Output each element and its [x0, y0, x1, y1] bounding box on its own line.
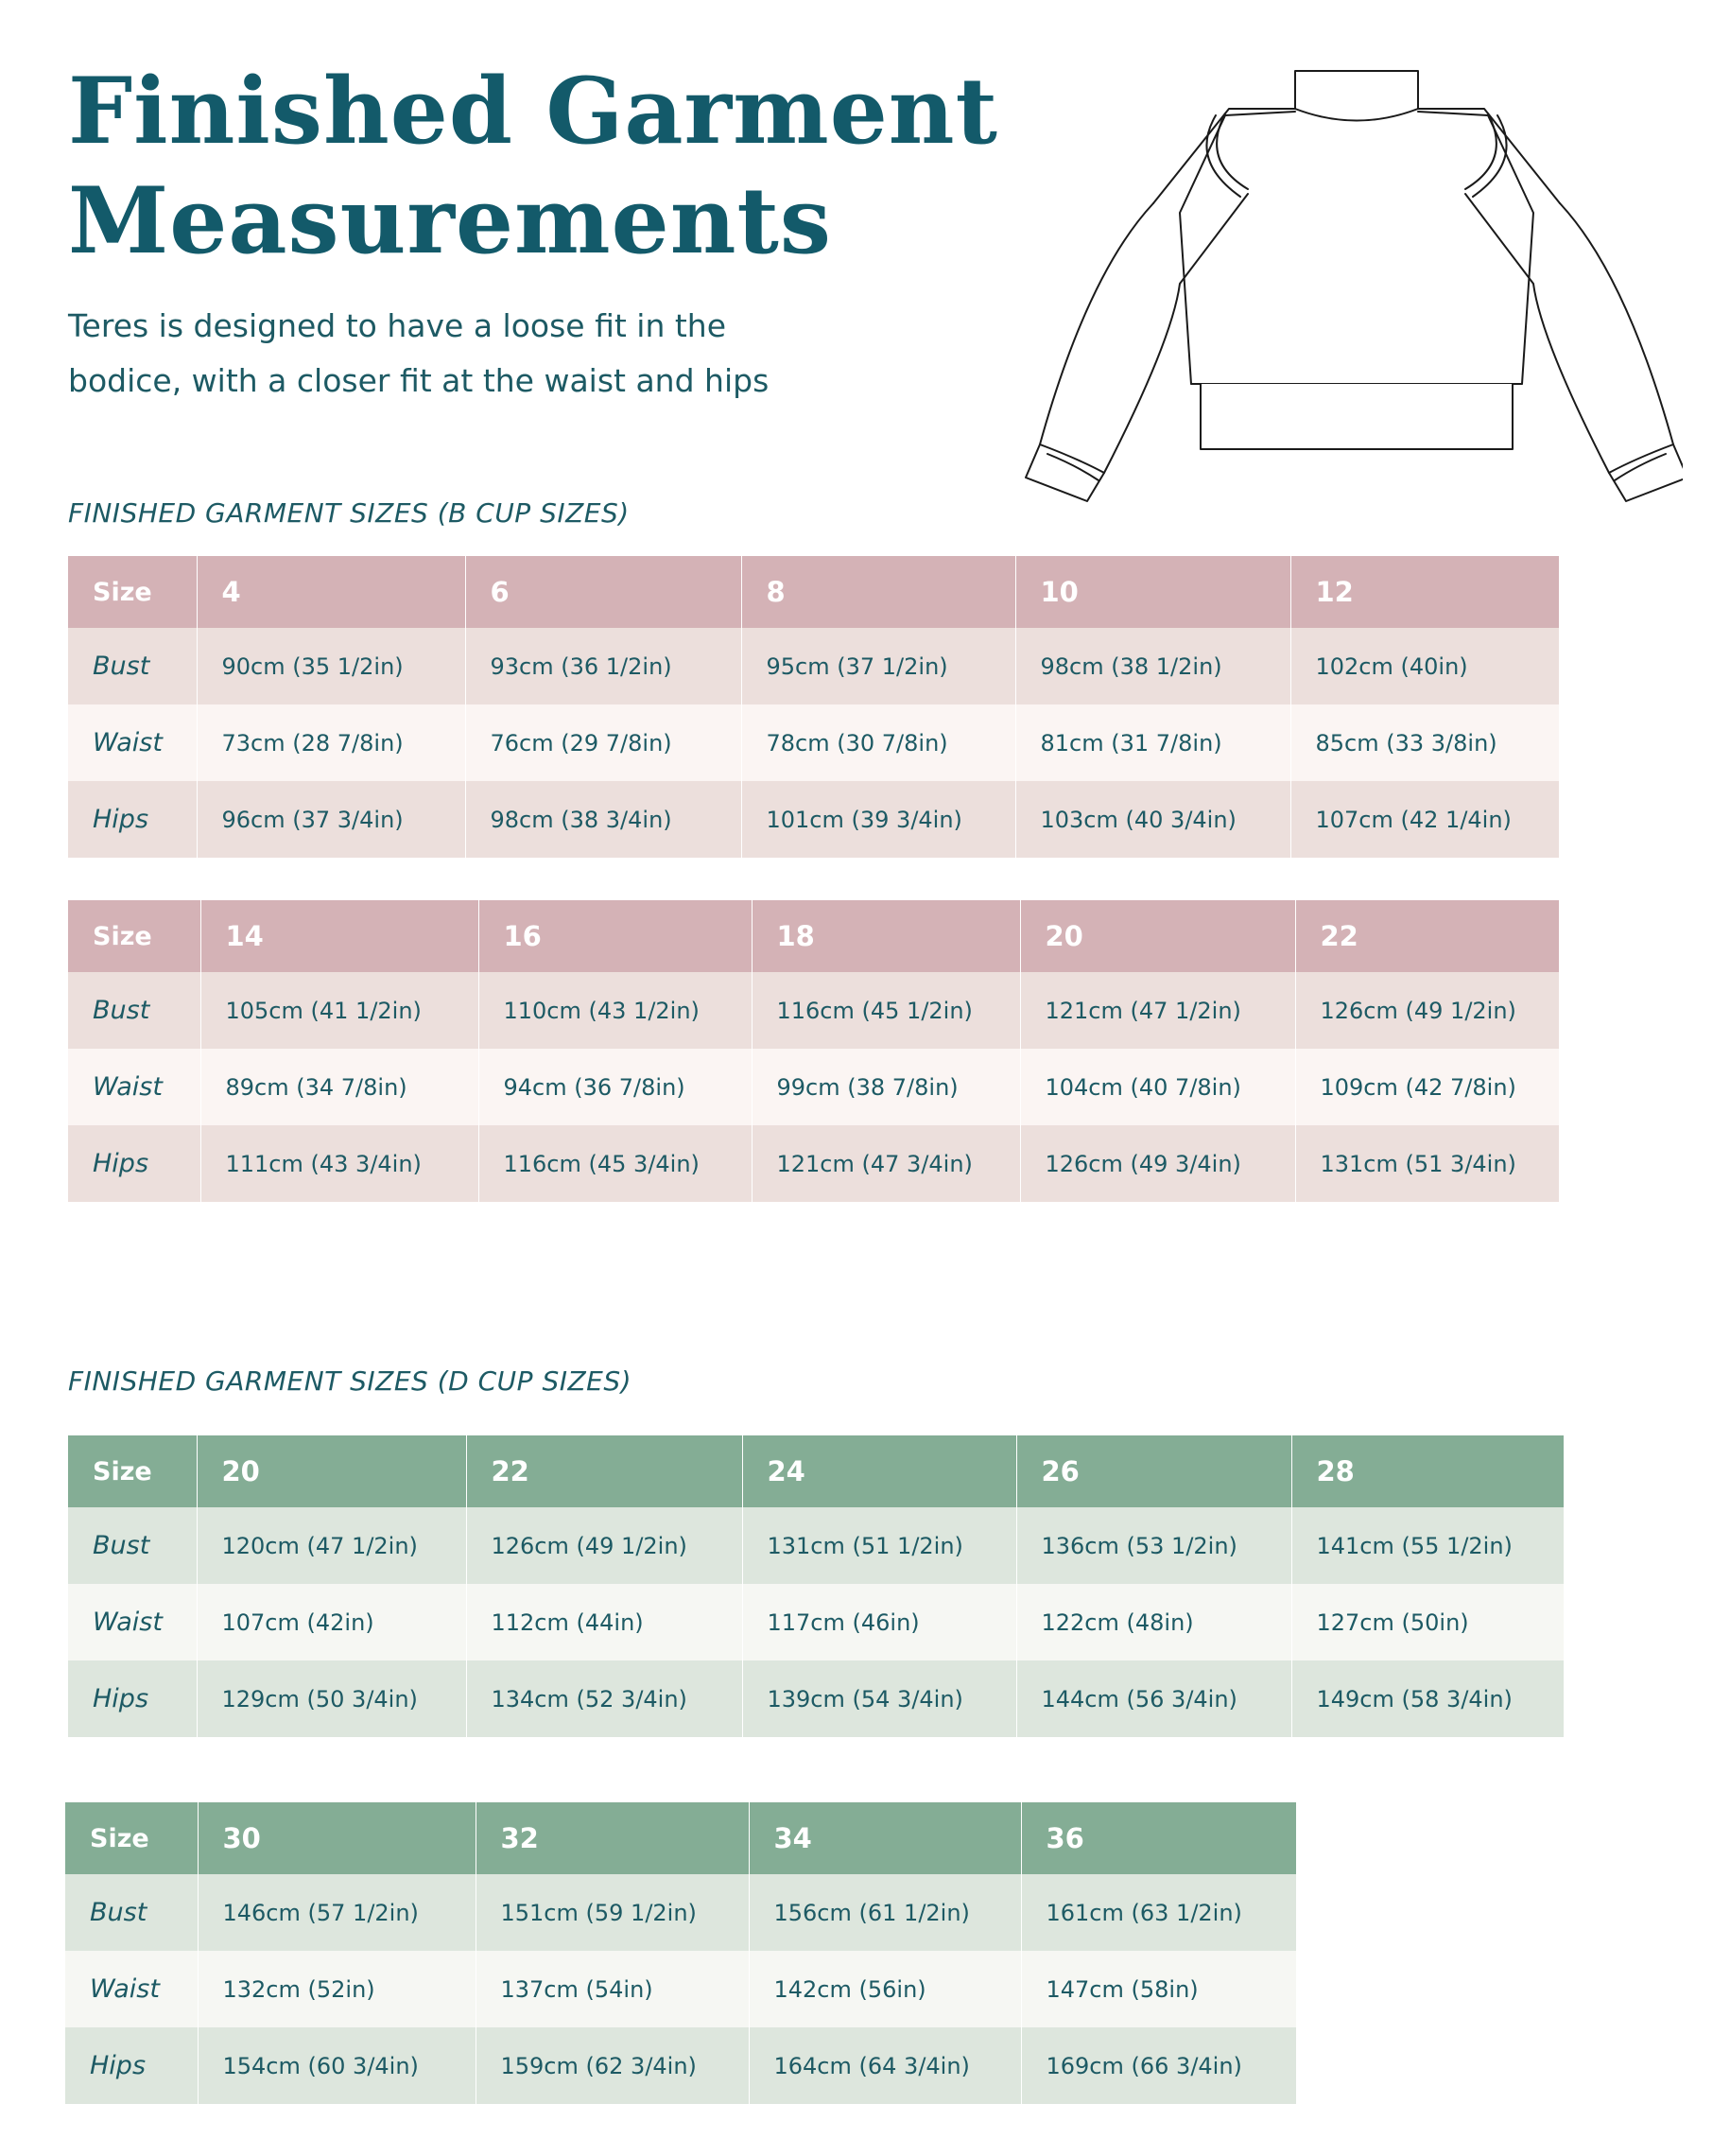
measurement-cell: 131cm (51 1/2in) — [742, 1507, 1016, 1584]
size-header-row — [65, 1802, 1296, 1874]
measurement-cell: 121cm (47 3/4in) — [752, 1125, 1020, 1202]
hips-row — [68, 781, 1559, 858]
measurement-cell: 104cm (40 7/8in) — [1020, 1049, 1295, 1125]
measurement-cell: 127cm (50in) — [1291, 1584, 1564, 1660]
measurement-cell: 73cm (28 7/8in) — [197, 704, 465, 781]
right-cuff — [1609, 444, 1683, 501]
size-label: Size — [68, 900, 200, 972]
waist-row — [65, 1951, 1296, 2027]
bust-row — [68, 1507, 1564, 1584]
d-cup-table-1 — [68, 1435, 1565, 1737]
size-header: 16 — [478, 900, 752, 972]
measurement-cell: 131cm (51 3/4in) — [1295, 1125, 1559, 1202]
row-label: Bust — [68, 1507, 197, 1584]
measurement-cell: 146cm (57 1/2in) — [198, 1874, 476, 1951]
hips-row — [65, 2027, 1296, 2104]
measurement-cell: 117cm (46in) — [742, 1584, 1016, 1660]
left-strap-inner-2 — [1206, 115, 1240, 197]
measurement-cell: 137cm (54in) — [476, 1951, 749, 2027]
size-header: 36 — [1021, 1802, 1296, 1874]
size-header: 14 — [200, 900, 478, 972]
measurement-cell: 107cm (42in) — [197, 1584, 466, 1660]
waist-row — [68, 1584, 1564, 1660]
page-title-line-1: Finished Garment — [68, 58, 998, 165]
row-label: Hips — [68, 1125, 200, 1202]
measurement-cell: 93cm (36 1/2in) — [465, 628, 741, 704]
bodice-outline — [1180, 112, 1533, 384]
hips-row — [68, 1125, 1559, 1202]
measurement-cell: 154cm (60 3/4in) — [198, 2027, 476, 2104]
measurement-cell: 90cm (35 1/2in) — [197, 628, 465, 704]
size-header: 24 — [742, 1435, 1016, 1507]
row-label: Bust — [68, 628, 197, 704]
d-cup-table-2 — [65, 1802, 1297, 2104]
size-header: 22 — [1295, 900, 1559, 972]
b-cup-heading: FINISHED GARMENT SIZES (B CUP SIZES) — [68, 497, 630, 529]
bust-row — [68, 628, 1559, 704]
measurement-cell: 116cm (45 3/4in) — [478, 1125, 752, 1202]
size-header: 12 — [1290, 556, 1559, 628]
measurement-cell: 78cm (30 7/8in) — [741, 704, 1015, 781]
collar-shape — [1295, 71, 1418, 121]
measurement-cell: 126cm (49 1/2in) — [466, 1507, 742, 1584]
intro-line-1: Teres is designed to have a loose fit in the — [68, 307, 727, 344]
row-label: Bust — [65, 1874, 198, 1951]
size-header: 8 — [741, 556, 1015, 628]
bust-row — [65, 1874, 1296, 1951]
measurement-cell: 151cm (59 1/2in) — [476, 1874, 749, 1951]
measurement-cell: 141cm (55 1/2in) — [1291, 1507, 1564, 1584]
size-header: 34 — [749, 1802, 1021, 1874]
measurement-cell: 139cm (54 3/4in) — [742, 1660, 1016, 1737]
row-label: Waist — [65, 1951, 198, 2027]
size-header: 4 — [197, 556, 465, 628]
waist-row — [68, 704, 1559, 781]
d-cup-heading: FINISHED GARMENT SIZES (D CUP SIZES) — [68, 1365, 632, 1397]
row-label: Waist — [68, 704, 197, 781]
size-header-row — [68, 1435, 1564, 1507]
measurement-cell: 110cm (43 1/2in) — [478, 972, 752, 1049]
size-header: 18 — [752, 900, 1020, 972]
hips-row — [68, 1660, 1564, 1737]
measurement-cell: 81cm (31 7/8in) — [1015, 704, 1290, 781]
b-cup-table-1 — [68, 556, 1560, 858]
measurement-cell: 102cm (40in) — [1290, 628, 1559, 704]
measurement-cell: 112cm (44in) — [466, 1584, 742, 1660]
waist-row — [68, 1049, 1559, 1125]
size-label: Size — [65, 1802, 198, 1874]
left-shoulder-strap — [1153, 109, 1295, 203]
measurement-cell: 111cm (43 3/4in) — [200, 1125, 478, 1202]
measurement-cell: 159cm (62 3/4in) — [476, 2027, 749, 2104]
measurement-cell: 126cm (49 3/4in) — [1020, 1125, 1295, 1202]
bust-row — [68, 972, 1559, 1049]
measurement-cell: 134cm (52 3/4in) — [466, 1660, 742, 1737]
row-label: Waist — [68, 1584, 197, 1660]
right-shoulder-strap — [1418, 109, 1560, 203]
measurement-cell: 142cm (56in) — [749, 1951, 1021, 2027]
intro-text — [68, 299, 919, 409]
measurement-cell: 120cm (47 1/2in) — [197, 1507, 466, 1584]
waistband — [1201, 384, 1513, 449]
row-label: Bust — [68, 972, 200, 1049]
measurement-cell: 85cm (33 3/8in) — [1290, 704, 1559, 781]
size-header: 22 — [466, 1435, 742, 1507]
size-header: 30 — [198, 1802, 476, 1874]
page-title — [68, 57, 998, 276]
sweater-technical-drawing-icon — [1021, 57, 1683, 511]
measurement-cell: 164cm (64 3/4in) — [749, 2027, 1021, 2104]
measurement-cell: 149cm (58 3/4in) — [1291, 1660, 1564, 1737]
size-header: 26 — [1016, 1435, 1291, 1507]
measurement-cell: 161cm (63 1/2in) — [1021, 1874, 1296, 1951]
size-header: 28 — [1291, 1435, 1564, 1507]
measurement-cell: 96cm (37 3/4in) — [197, 781, 465, 858]
measurement-cell: 129cm (50 3/4in) — [197, 1660, 466, 1737]
row-label: Hips — [65, 2027, 198, 2104]
right-strap-inner-2 — [1473, 115, 1507, 197]
row-label: Hips — [68, 1660, 197, 1737]
size-header: 6 — [465, 556, 741, 628]
measurement-cell: 169cm (66 3/4in) — [1021, 2027, 1296, 2104]
left-cuff — [1026, 444, 1104, 501]
size-header: 32 — [476, 1802, 749, 1874]
measurement-cell: 156cm (61 1/2in) — [749, 1874, 1021, 1951]
size-label: Size — [68, 1435, 197, 1507]
measurement-cell: 94cm (36 7/8in) — [478, 1049, 752, 1125]
size-label: Size — [68, 556, 197, 628]
measurement-cell: 98cm (38 1/2in) — [1015, 628, 1290, 704]
intro-line-2: bodice, with a closer fit at the waist and hips — [68, 362, 770, 399]
measurement-cell: 95cm (37 1/2in) — [741, 628, 1015, 704]
measurement-cell: 126cm (49 1/2in) — [1295, 972, 1559, 1049]
measurement-cell: 89cm (34 7/8in) — [200, 1049, 478, 1125]
page-title-line-2: Measurements — [68, 167, 832, 274]
measurement-cell: 132cm (52in) — [198, 1951, 476, 2027]
measurement-cell: 147cm (58in) — [1021, 1951, 1296, 2027]
measurement-cell: 98cm (38 3/4in) — [465, 781, 741, 858]
size-header: 20 — [197, 1435, 466, 1507]
b-cup-table-2 — [68, 900, 1560, 1202]
measurement-cell: 116cm (45 1/2in) — [752, 972, 1020, 1049]
measurement-cell: 121cm (47 1/2in) — [1020, 972, 1295, 1049]
row-label: Waist — [68, 1049, 200, 1125]
size-header-row — [68, 556, 1559, 628]
measurement-cell: 99cm (38 7/8in) — [752, 1049, 1020, 1125]
size-header: 20 — [1020, 900, 1295, 972]
measurement-cell: 107cm (42 1/4in) — [1290, 781, 1559, 858]
measurement-cell: 105cm (41 1/2in) — [200, 972, 478, 1049]
measurement-cell: 122cm (48in) — [1016, 1584, 1291, 1660]
row-label: Hips — [68, 781, 197, 858]
size-header: 10 — [1015, 556, 1290, 628]
measurement-cell: 103cm (40 3/4in) — [1015, 781, 1290, 858]
size-header-row — [68, 900, 1559, 972]
measurement-cell: 144cm (56 3/4in) — [1016, 1660, 1291, 1737]
measurement-cell: 136cm (53 1/2in) — [1016, 1507, 1291, 1584]
measurement-cell: 101cm (39 3/4in) — [741, 781, 1015, 858]
measurement-cell: 109cm (42 7/8in) — [1295, 1049, 1559, 1125]
measurement-cell: 76cm (29 7/8in) — [465, 704, 741, 781]
